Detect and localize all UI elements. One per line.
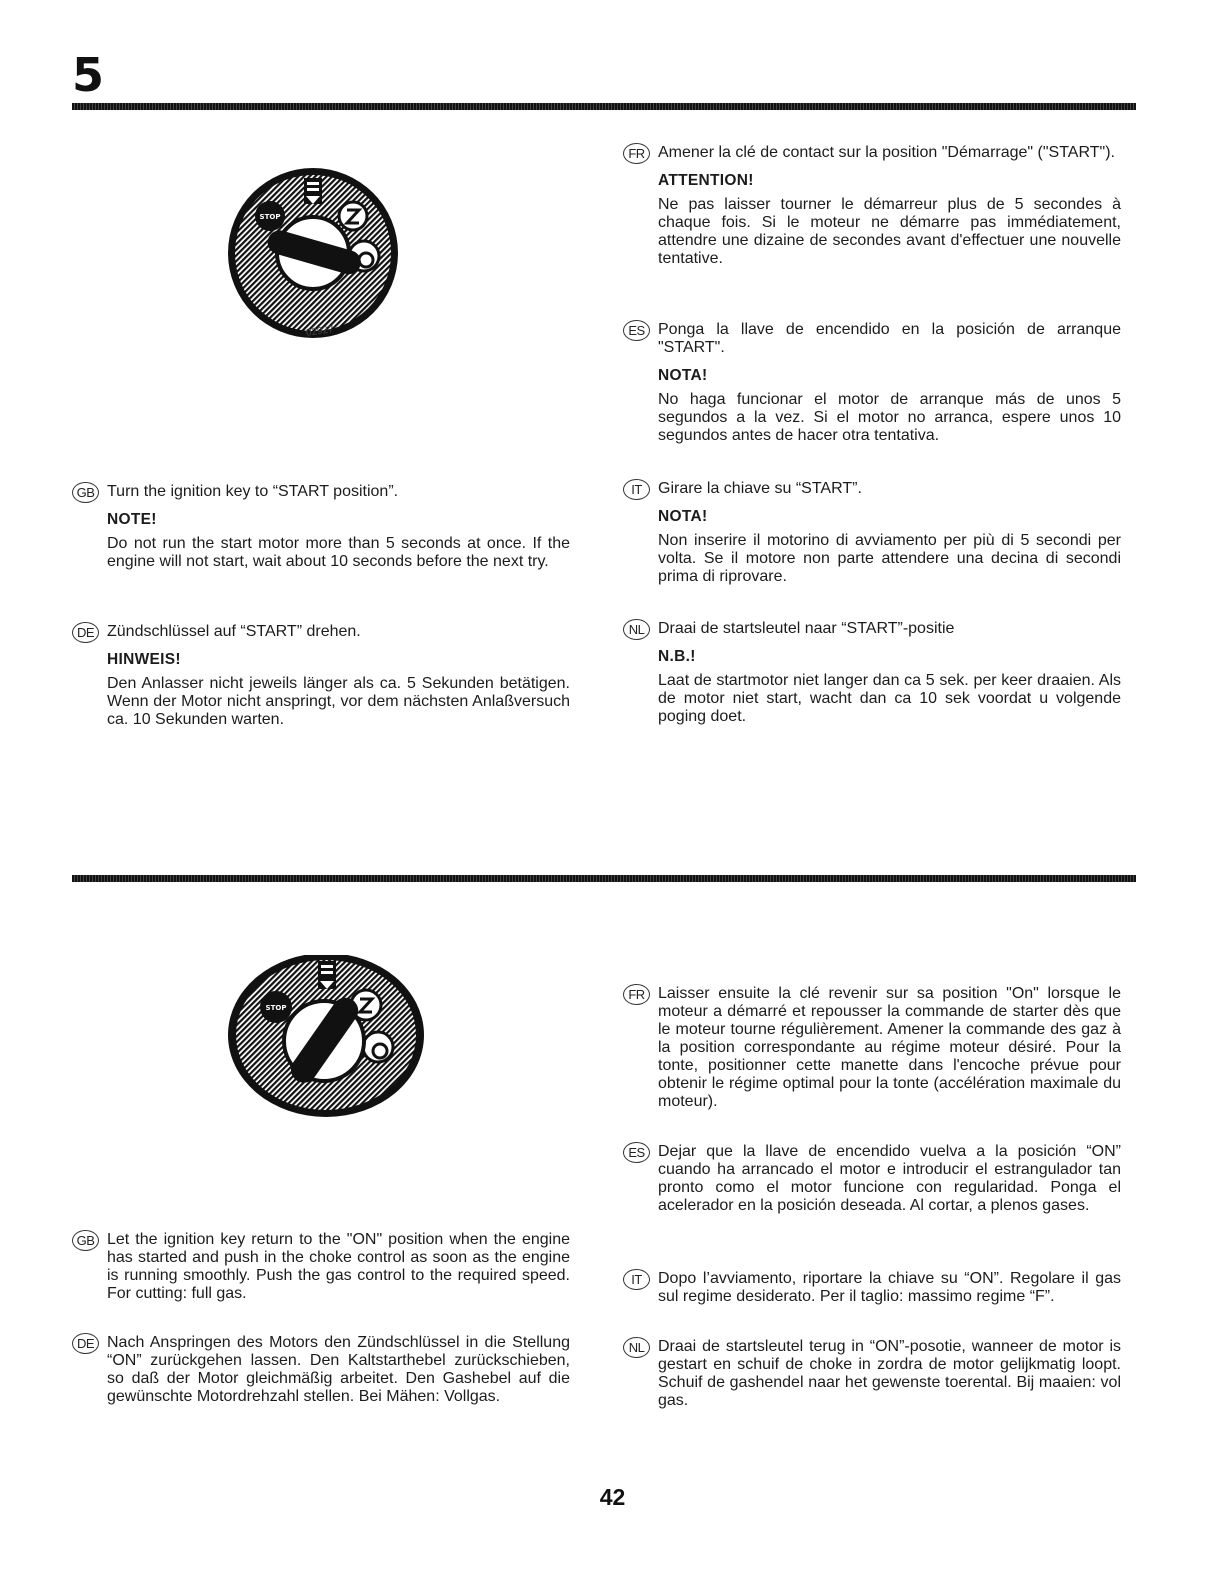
svg-text:STOP: STOP bbox=[265, 1004, 287, 1012]
gb-on-instruction: Let the ignition key return to the "ON" position when the engine has started and push in the choke control as soon as the engine is running smoothly. Push the gas control to the required speed. For cutting: full gas. bbox=[107, 1231, 570, 1302]
gb-note-text: Do not run the start motor more than 5 seconds at once. If the engine will not start, wait about 10 seconds before the next try. bbox=[107, 535, 570, 570]
nl-start-instruction: Draai de startsleutel naar “START”-positie bbox=[658, 620, 955, 637]
de-start-instruction: Zündschlüssel auf “START” drehen. bbox=[107, 623, 361, 640]
language-badge-de: DE bbox=[72, 622, 99, 643]
language-badge-fr: FR bbox=[623, 143, 650, 164]
svg-text:STOP: STOP bbox=[259, 213, 281, 221]
top-divider bbox=[72, 103, 1136, 110]
ignition-switch-start-illustration bbox=[226, 168, 400, 346]
es-start-block bbox=[623, 321, 1121, 445]
language-badge-fr: FR bbox=[623, 984, 650, 1005]
language-badge-es: ES bbox=[623, 320, 650, 341]
de-start-block bbox=[72, 623, 570, 729]
gb-note-heading: NOTE! bbox=[107, 511, 157, 528]
fr-start-block bbox=[623, 144, 1121, 268]
fr-note-text: Ne pas laisser tourner le démarreur plus de 5 secondes à chaque fois. Si le moteur ne démarre pas immédiatement, attendre une dizaine de secondes avant d'effectuer une nouvelle tentative. bbox=[658, 196, 1121, 267]
ignition-switch-on-illustration bbox=[226, 955, 428, 1125]
ignition-switch-start-figure bbox=[226, 168, 400, 346]
fr-on-instruction: Laisser ensuite la clé revenir sur sa position "On" lorsque le moteur a démarré et repousser la commande de starter dès que le moteur tourne régulièrement. Amener la commande des gaz à la position correspondante au régime moteur désiré. Pour la tonte, positionner cette manette dans l'encoche prévue pour obtenir le régime optimal pour la tonte (accélération maximale du moteur). bbox=[658, 985, 1121, 1110]
language-badge-it: IT bbox=[623, 479, 650, 500]
figure-code: 02927 bbox=[305, 324, 335, 339]
gb-start-block bbox=[72, 483, 570, 571]
section-number: 5 bbox=[72, 48, 105, 102]
language-badge-gb: GB bbox=[72, 482, 99, 503]
it-start-block bbox=[623, 480, 1121, 586]
de-on-instruction: Nach Anspringen des Motors den Zündschlüssel in die Stellung “ON” zurückgehen lassen. Den Kaltstarthebel zurückschieben, so daß der Motor gleichmäßig arbeitet. Den Gashebel auf die gewünschte Motordrehzahl stellen. Bei Mähen: Vollgas. bbox=[107, 1334, 570, 1405]
de-note-heading: HINWEIS! bbox=[107, 651, 181, 668]
nl-note-heading: N.B.! bbox=[658, 648, 696, 665]
de-on-block bbox=[72, 1334, 570, 1406]
ignition-switch-on-figure bbox=[226, 955, 428, 1125]
fr-note-heading: ATTENTION! bbox=[658, 172, 754, 189]
it-note-text: Non inserire il motorino di avviamento per più di 5 secondi per volta. Se il motore non parte attendere una decina di secondi prima di riprovare. bbox=[658, 532, 1121, 585]
es-on-instruction: Dejar que la llave de encendido vuelva a la posición “ON” cuando ha arrancado el motor e introducir el estrangulador tan pronto como el motor funcione con regularidad. Ponga el acelerador en la posición deseada. Al cortar, a plenos gases. bbox=[658, 1143, 1121, 1214]
language-badge-nl: NL bbox=[623, 619, 650, 640]
es-note-heading: NOTA! bbox=[658, 367, 708, 384]
it-on-instruction: Dopo l’avviamento, riportare la chiave su “ON”. Regolare il gas sul regime desiderato. Per il taglio: massimo regime “F”. bbox=[658, 1270, 1121, 1305]
fr-start-instruction: Amener la clé de contact sur la position "Démarrage" ("START"). bbox=[658, 144, 1115, 161]
es-on-block bbox=[623, 1143, 1121, 1215]
language-badge-es: ES bbox=[623, 1142, 650, 1163]
it-on-block bbox=[623, 1270, 1121, 1306]
middle-divider bbox=[72, 875, 1136, 882]
es-note-text: No haga funcionar el motor de arranque más de unos 5 segundos a la vez. Si el motor no arranca, espere unos 10 segundos antes de hacer otra tentativa. bbox=[658, 391, 1121, 444]
nl-on-instruction: Draai de startsleutel terug in “ON”-posotie, wanneer de motor is gestart en schuif de choke in zordra de motor gelijkmatig loopt. Schuif de gashendel naar het gewenste toerental. Bij maaien: vol gas. bbox=[658, 1338, 1121, 1409]
page-number: 42 bbox=[599, 1484, 626, 1510]
language-badge-nl: NL bbox=[623, 1337, 650, 1358]
nl-on-block bbox=[623, 1338, 1121, 1410]
it-note-heading: NOTA! bbox=[658, 508, 708, 525]
nl-start-block bbox=[623, 620, 1121, 726]
language-badge-de: DE bbox=[72, 1333, 99, 1354]
de-note-text: Den Anlasser nicht jeweils länger als ca. 5 Sekunden betätigen. Wenn der Motor nicht anspringt, vor dem nächsten Anlaßversuch ca. 10 Sekunden warten. bbox=[107, 675, 570, 728]
es-start-instruction: Ponga la llave de encendido en la posición de arranque "START". bbox=[658, 321, 1121, 356]
gb-on-block bbox=[72, 1231, 570, 1303]
language-badge-it: IT bbox=[623, 1269, 650, 1290]
nl-note-text: Laat de startmotor niet langer dan ca 5 sek. per keer draaien. Als de motor niet start, wacht dan ca 10 sek voordat u volgende poging doet. bbox=[658, 672, 1121, 725]
it-start-instruction: Girare la chiave su “START”. bbox=[658, 480, 862, 497]
gb-start-instruction: Turn the ignition key to “START position”. bbox=[107, 483, 399, 500]
fr-on-block bbox=[623, 985, 1121, 1111]
language-badge-gb: GB bbox=[72, 1230, 99, 1251]
